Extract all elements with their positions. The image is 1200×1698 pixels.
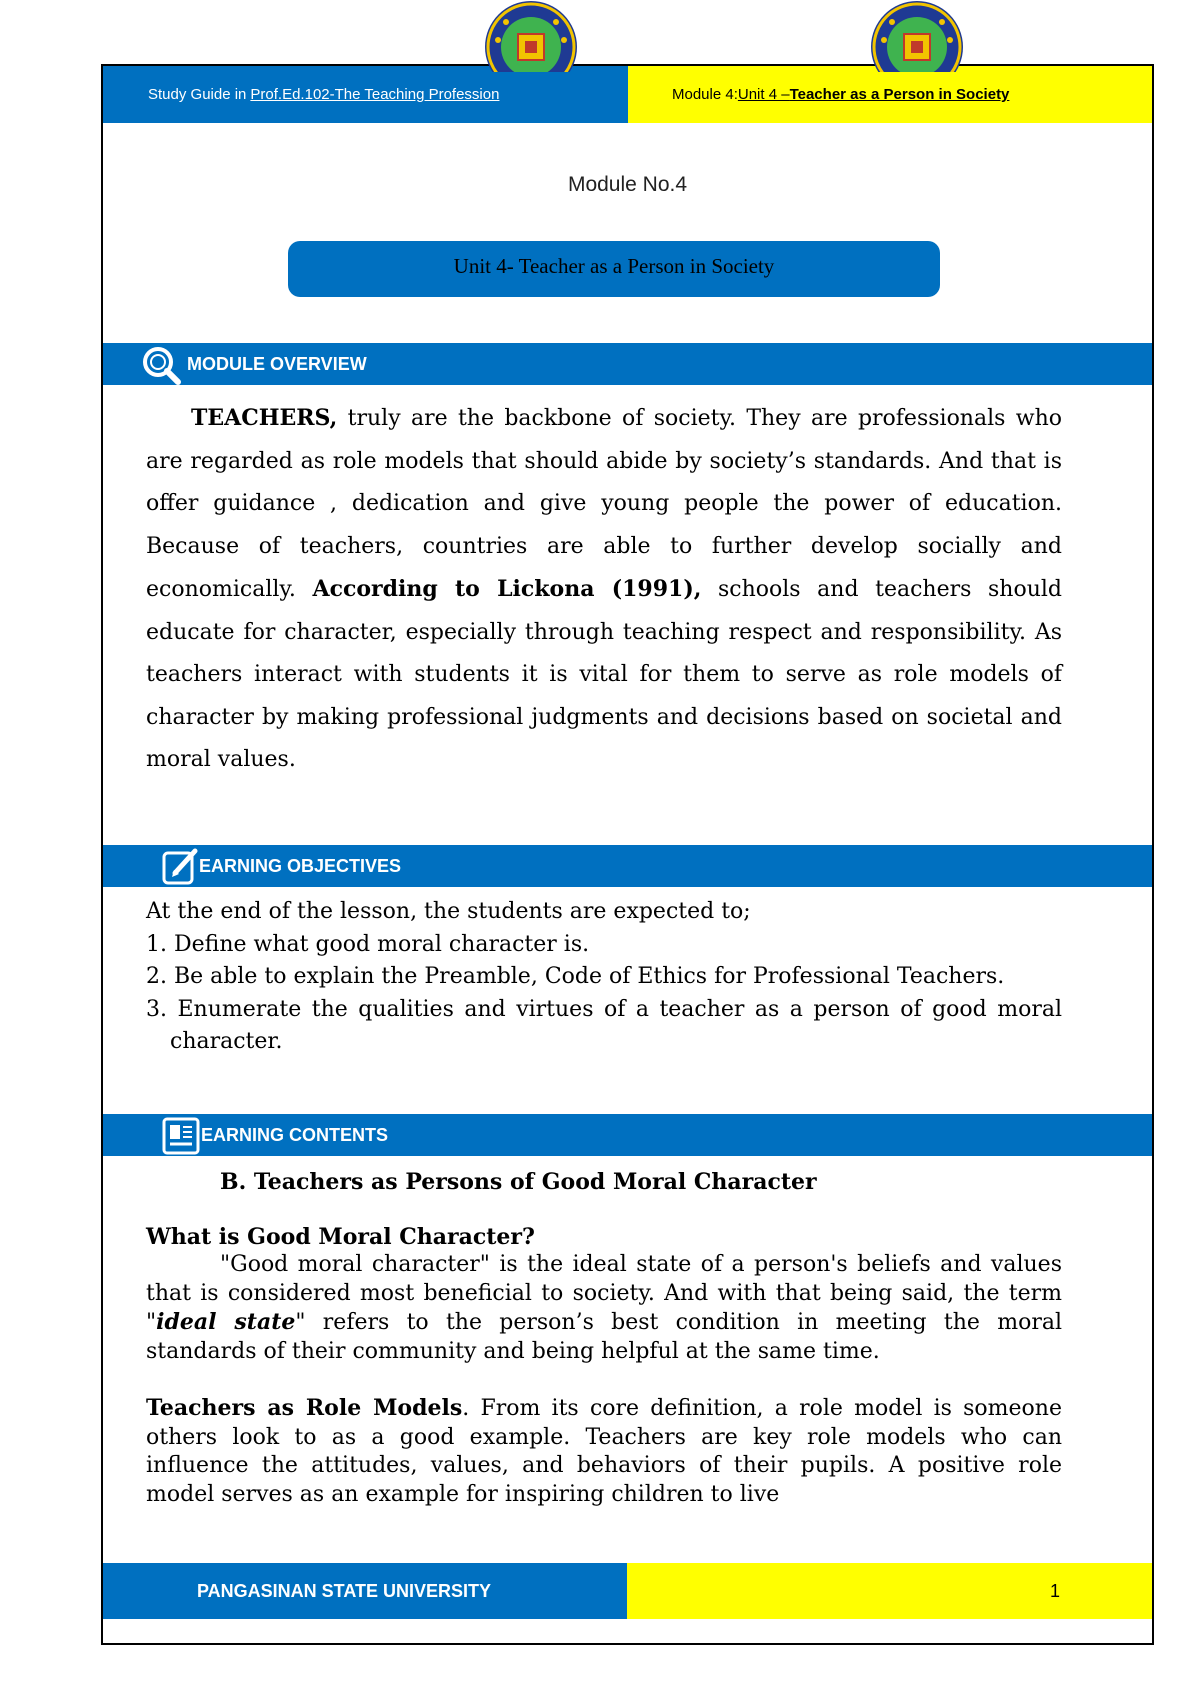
university-seal-icon: [484, 0, 578, 72]
module-overview-text: [146, 397, 1062, 782]
book-content-icon: [161, 1116, 201, 1161]
learning-objectives-bar: [103, 845, 1152, 887]
course-link[interactable]: Prof.Ed.102-The Teaching Profession: [250, 86, 500, 103]
overview-text-2: schools and teachers should educate for character, especially through teaching respect and responsibility. As teachers interact with students it is vital for them to serve as role models of character by making professional judgments and decisions based on societal and moral values.: [146, 577, 1062, 772]
unit-title-banner: Unit 4- Teacher as a Person in Society: [288, 241, 940, 297]
role-models-text: . From its core definition, a role model is someone others look to as a good example. Teachers are key role models who can influence the attitudes, values, and behaviors of their pupils. A positive role model serves as an example for inspiring children to live: [146, 1396, 1062, 1507]
module-number: Module No.4: [567, 173, 688, 196]
header-module-prefix: Module 4:: [672, 86, 738, 103]
overview-lead: TEACHERS,: [191, 405, 338, 431]
header-unit: Unit 4 –: [737, 86, 790, 103]
learning-contents-text: [146, 1168, 1062, 1509]
edit-pencil-icon: [161, 847, 201, 892]
university-seal-right: [870, 0, 964, 72]
footer-page: [627, 1563, 1152, 1619]
magnifier-icon: [141, 345, 181, 390]
ideal-state-term: ideal state: [156, 1309, 296, 1335]
module-overview-bar: [103, 343, 1152, 385]
objectives-intro: At the end of the lesson, the students are expected to;: [146, 899, 751, 924]
p1-text-a: "Good moral character" is the ideal state of a person's beliefs and values that is considered most beneficial to society. And with that being said, the term ": [146, 1252, 1062, 1335]
learning-objectives-list: [146, 896, 1062, 1059]
overview-paragraph: [146, 397, 1062, 782]
learning-objectives-heading: EARNING OBJECTIVES: [199, 856, 402, 876]
overview-citation: According to Lickona (1991),: [312, 576, 702, 602]
objective-item: 3. Enumerate the qualities and virtues of a teacher as a person of good moral character.: [146, 996, 1062, 1054]
university-seal-left: [484, 0, 578, 72]
role-models-paragraph: [146, 1394, 1062, 1509]
p1-text-b: " refers to the person’s best condition in meeting the moral standards of their community and being helpful at the same time.: [146, 1310, 1062, 1364]
footer-university: [103, 1563, 627, 1619]
learning-contents-heading: EARNING CONTENTS: [201, 1125, 389, 1145]
university-seal-icon: [870, 0, 964, 72]
overview-text-1: truly are the backbone of society. They are professionals who are regarded as role models that should abide by society’s standards. And that is offer guidance , dedication and give young people the power of education. Because of teachers, countries are able to further develop socially and economically.: [146, 406, 1062, 602]
objective-item: 1. Define what good moral character is.: [146, 931, 590, 957]
header-module: [628, 66, 1152, 123]
header-unit-title: Teacher as a Person in Society: [789, 86, 1010, 103]
section-title: B. Teachers as Persons of Good Moral Character: [220, 1169, 817, 1195]
page-number: 1: [1049, 1580, 1060, 1601]
university-name: PANGASINAN STATE UNIVERSITY: [197, 1580, 492, 1601]
role-models-lead: Teachers as Role Models: [146, 1395, 463, 1421]
header-course-prefix: Study Guide in: [148, 86, 247, 103]
learning-contents-bar: [103, 1114, 1152, 1156]
header-course: [103, 66, 628, 123]
objective-item: 2. Be able to explain the Preamble, Code of Ethics for Professional Teachers.: [146, 964, 1005, 989]
good-moral-character-paragraph: [146, 1251, 1062, 1366]
module-overview-heading: MODULE OVERVIEW: [187, 354, 367, 374]
question-heading: What is Good Moral Character?: [146, 1223, 535, 1250]
